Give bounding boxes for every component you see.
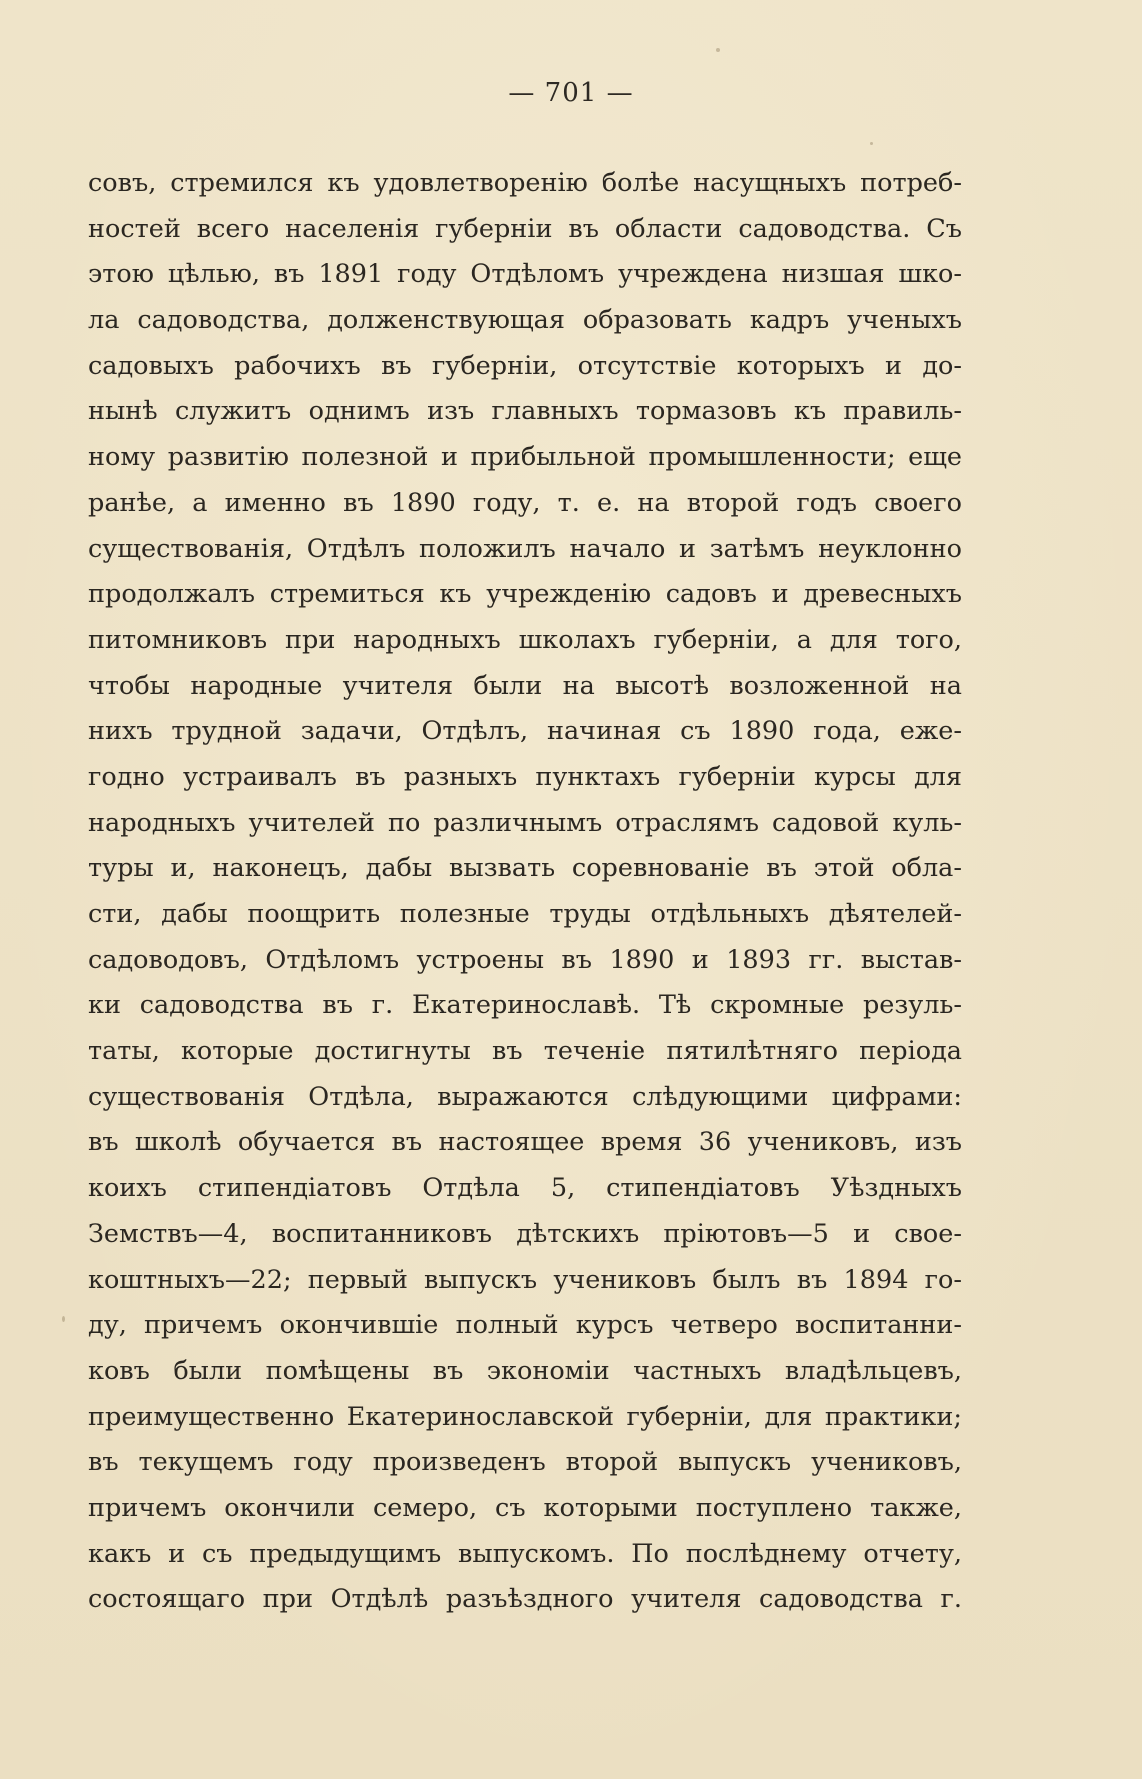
text-line: туры и, наконецъ, дабы вызвать соревнованіе въ этой обла-: [88, 853, 962, 884]
text-line: чтобы народные учителя были на высотѣ возложенной на: [88, 670, 962, 701]
text-line: сти, дабы поощрить полезные труды отдѣльныхъ дѣятелей-: [88, 899, 962, 929]
text-line: совъ, стремился къ удовлетворенію болѣе насущныхъ потреб-: [88, 168, 962, 198]
text-line: ному развитію полезной и прибыльной промышленности; еще: [88, 442, 962, 473]
text-line: народныхъ учителей по различнымъ отраслямъ садовой куль-: [88, 807, 962, 838]
text-line: продолжалъ стремиться къ учрежденію садовъ и древесныхъ: [88, 579, 962, 610]
text-line: существованія Отдѣла, выражаются слѣдующими цифрами:: [88, 1081, 962, 1112]
body-text: [88, 161, 962, 1623]
text-line: состоящаго при Отдѣлѣ разъѣздного учителя садоводства г.: [88, 1584, 962, 1615]
text-line: какъ и съ предыдущимъ выпускомъ. По послѣднему отчету,: [88, 1538, 962, 1569]
text-line: таты, которые достигнуты въ теченіе пятилѣтняго періода: [88, 1036, 962, 1067]
text-line: причемъ окончили семеро, съ которыми поступлено также,: [88, 1492, 962, 1523]
text-line: ностей всего населенія губерніи въ области садоводства. Съ: [88, 213, 962, 244]
paper-speck: [62, 1316, 65, 1322]
text-line: годно устраивалъ въ разныхъ пунктахъ губерніи курсы для: [88, 761, 962, 792]
text-line: ду, причемъ окончившіе полный курсъ четверо воспитанни-: [88, 1310, 962, 1341]
text-line: въ школѣ обучается въ настоящее время 36 учениковъ, изъ: [88, 1127, 962, 1158]
text-line: ранѣе, а именно въ 1890 году, т. е. на второй годъ своего: [88, 487, 962, 518]
text-line: садовыхъ рабочихъ въ губерніи, отсутствіе которыхъ и до-: [88, 350, 962, 381]
text-line: нынѣ служитъ однимъ изъ главныхъ тормазовъ къ правиль-: [88, 396, 962, 427]
page-number: — 701 —: [508, 78, 634, 108]
text-line: ки садоводства въ г. Екатеринославѣ. Тѣ скромные резуль-: [88, 990, 962, 1021]
text-line: садоводовъ, Отдѣломъ устроены въ 1890 и 1893 гг. выстав-: [88, 944, 962, 975]
text-line: въ текущемъ году произведенъ второй выпускъ учениковъ,: [88, 1447, 962, 1478]
text-line: существованія, Отдѣлъ положилъ начало и затѣмъ неуклонно: [88, 533, 962, 564]
text-line: коштныхъ—22; первый выпускъ учениковъ былъ въ 1894 го-: [88, 1264, 962, 1295]
text-line: ковъ были помѣщены въ экономіи частныхъ владѣльцевъ,: [88, 1355, 962, 1386]
text-line: ла садоводства, долженствующая образовать кадръ ученыхъ: [88, 305, 962, 336]
text-line: преимущественно Екатеринославской губерніи, для практики;: [88, 1401, 962, 1432]
text-line: коихъ стипендіатовъ Отдѣла 5, стипендіатовъ Уѣздныхъ: [88, 1173, 962, 1204]
text-line: нихъ трудной задачи, Отдѣлъ, начиная съ 1890 года, еже-: [88, 716, 962, 747]
text-line: питомниковъ при народныхъ школахъ губерніи, а для того,: [88, 624, 962, 655]
text-line: этою цѣлью, въ 1891 году Отдѣломъ учреждена низшая шко-: [88, 259, 962, 290]
paper-speck: [870, 142, 873, 145]
paper-speck: [716, 48, 720, 52]
text-line: Земствъ—4, воспитанниковъ дѣтскихъ пріютовъ—5 и свое-: [88, 1218, 962, 1249]
